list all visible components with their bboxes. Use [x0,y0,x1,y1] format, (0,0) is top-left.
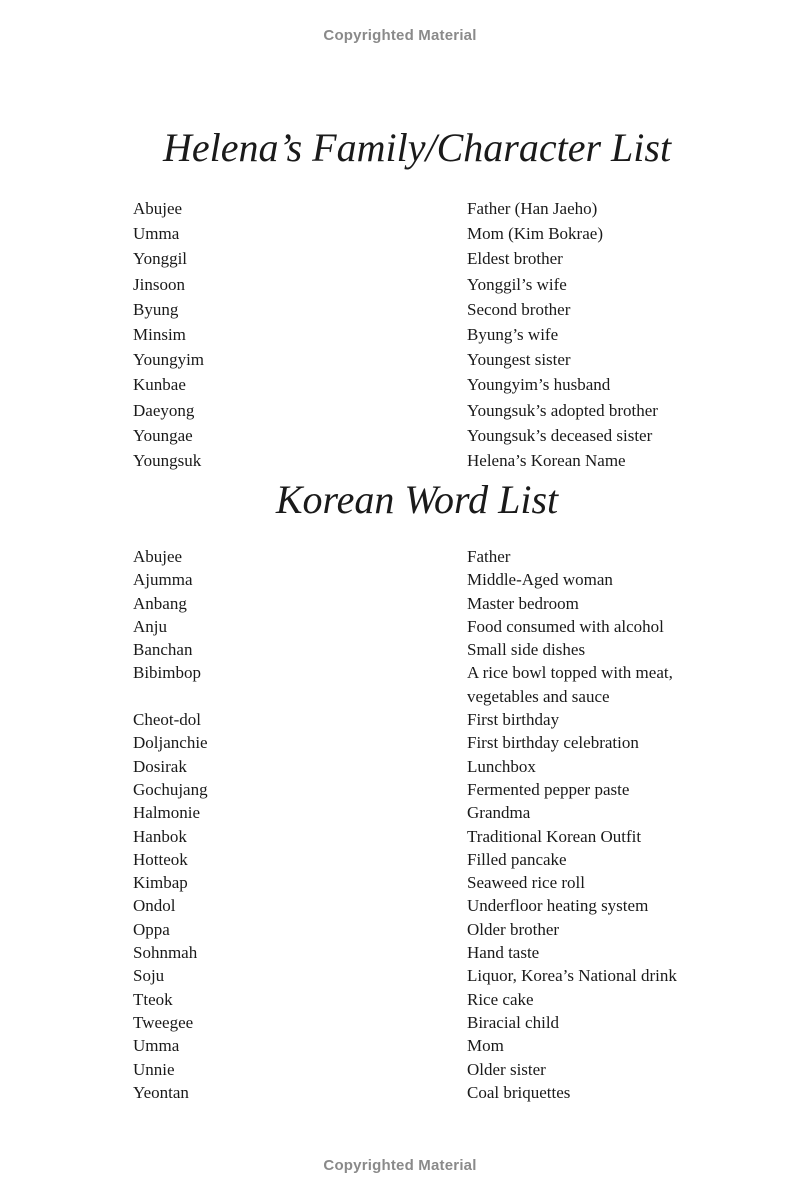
term: Hanbok [133,826,187,846]
definition: Filled pancake [467,849,567,869]
definition: Small side dishes [467,640,586,660]
term: Tteok [133,989,173,1009]
list-item [133,400,693,425]
list-item [133,223,693,248]
term: Tweegee [133,1012,194,1032]
definition: Father [467,547,511,566]
list-item [133,1011,693,1034]
list-item [133,592,693,615]
list-item [133,1058,693,1081]
term: Abujee [133,199,183,218]
definition: Master bedroom [467,593,579,613]
term: Abujee [133,547,183,566]
term: Gochujang [133,779,208,799]
definition: Fermented pepper paste [467,779,630,799]
list-item [133,568,693,591]
list-item [133,324,693,349]
list-item [133,349,693,374]
korean-word-list-title: Korean Word List [275,477,559,522]
definition: Biracial child [467,1012,560,1032]
definition: Underfloor heating system [467,896,649,916]
term: Soju [133,966,165,986]
definition: Liquor, Korea’s National drink [467,966,677,986]
term: Youngsuk [133,450,202,470]
term: Youngyim [133,350,205,370]
list-item [133,1081,693,1104]
list-item [133,755,693,778]
term: Sohnmah [133,943,198,963]
copyright-watermark-bottom: Copyrighted Material [323,1157,477,1174]
definition: Grandma [467,803,531,823]
term: Doljanchie [133,733,208,753]
term: Kimbap [133,873,188,893]
definition: First birthday [467,710,560,730]
term: Anbang [133,593,187,613]
definition: Rice cake [467,989,534,1009]
term: Ajumma [133,570,193,590]
term: Yonggil [133,249,188,269]
list-item [133,731,693,754]
term: Hotteok [133,849,188,869]
list-item [133,545,693,568]
definition: Byung’s wife [467,324,559,344]
definition: Older sister [467,1059,546,1079]
definition: Yonggil’s wife [467,274,567,294]
definition: Youngest sister [467,350,571,370]
term: Youngae [133,425,193,445]
list-item [133,248,693,273]
list-item [133,941,693,964]
term: Halmonie [133,803,201,823]
list-item [133,274,693,299]
definition: Youngyim’s husband [467,375,611,395]
term: Umma [133,1036,180,1056]
definition: Lunchbox [467,756,536,776]
definition: A rice bowl topped with meat, vegetables and sauce [467,663,673,706]
term: Oppa [133,919,170,939]
term: Minsim [133,324,186,344]
list-item [133,198,693,223]
family-list-title: Helena’s Family/Character List [162,125,672,170]
list-item [133,848,693,871]
copyright-watermark-top: Copyrighted Material [323,27,477,44]
list-item [133,450,693,475]
definition: Older brother [467,919,560,939]
term: Bibimbop [133,663,202,683]
term: Byung [133,299,179,319]
list-item [133,615,693,638]
definition: Coal briquettes [467,1082,571,1102]
definition: Food consumed with alcohol [467,616,664,636]
term: Umma [133,224,180,244]
term: Dosirak [133,756,187,776]
definition: Middle-Aged woman [467,570,613,590]
definition: Father (Han Jaeho) [467,199,598,218]
list-item [133,299,693,324]
definition: Youngsuk’s adopted brother [467,400,658,420]
term: Daeyong [133,400,195,420]
definition: Eldest brother [467,249,563,269]
list-item [133,988,693,1011]
definition: Second brother [467,299,571,319]
definition: Mom (Kim Bokrae) [467,224,603,244]
list-item [133,871,693,894]
list-item [133,374,693,399]
term: Kunbae [133,375,186,395]
list-item [133,894,693,917]
list-item [133,1034,693,1057]
term: Jinsoon [133,274,185,294]
definition: Seaweed rice roll [467,873,585,893]
term: Unnie [133,1059,175,1079]
list-item [133,825,693,848]
definition: First birthday celebration [467,733,639,753]
term: Banchan [133,640,193,660]
list-item [133,661,693,708]
definition: Youngsuk’s deceased sister [467,425,653,445]
family-character-list [133,198,693,475]
list-item [133,801,693,824]
list-item [133,708,693,731]
definition: Helena’s Korean Name [467,450,626,470]
definition: Traditional Korean Outfit [467,826,642,846]
korean-word-list [133,545,693,1104]
term: Ondol [133,896,176,916]
definition: Mom [467,1036,504,1056]
list-item [133,638,693,661]
list-item [133,964,693,987]
term: Cheot-dol [133,710,201,730]
term: Anju [133,616,167,636]
term: Yeontan [133,1082,189,1102]
definition: Hand taste [467,943,540,963]
list-item [133,425,693,450]
list-item [133,778,693,801]
list-item [133,918,693,941]
